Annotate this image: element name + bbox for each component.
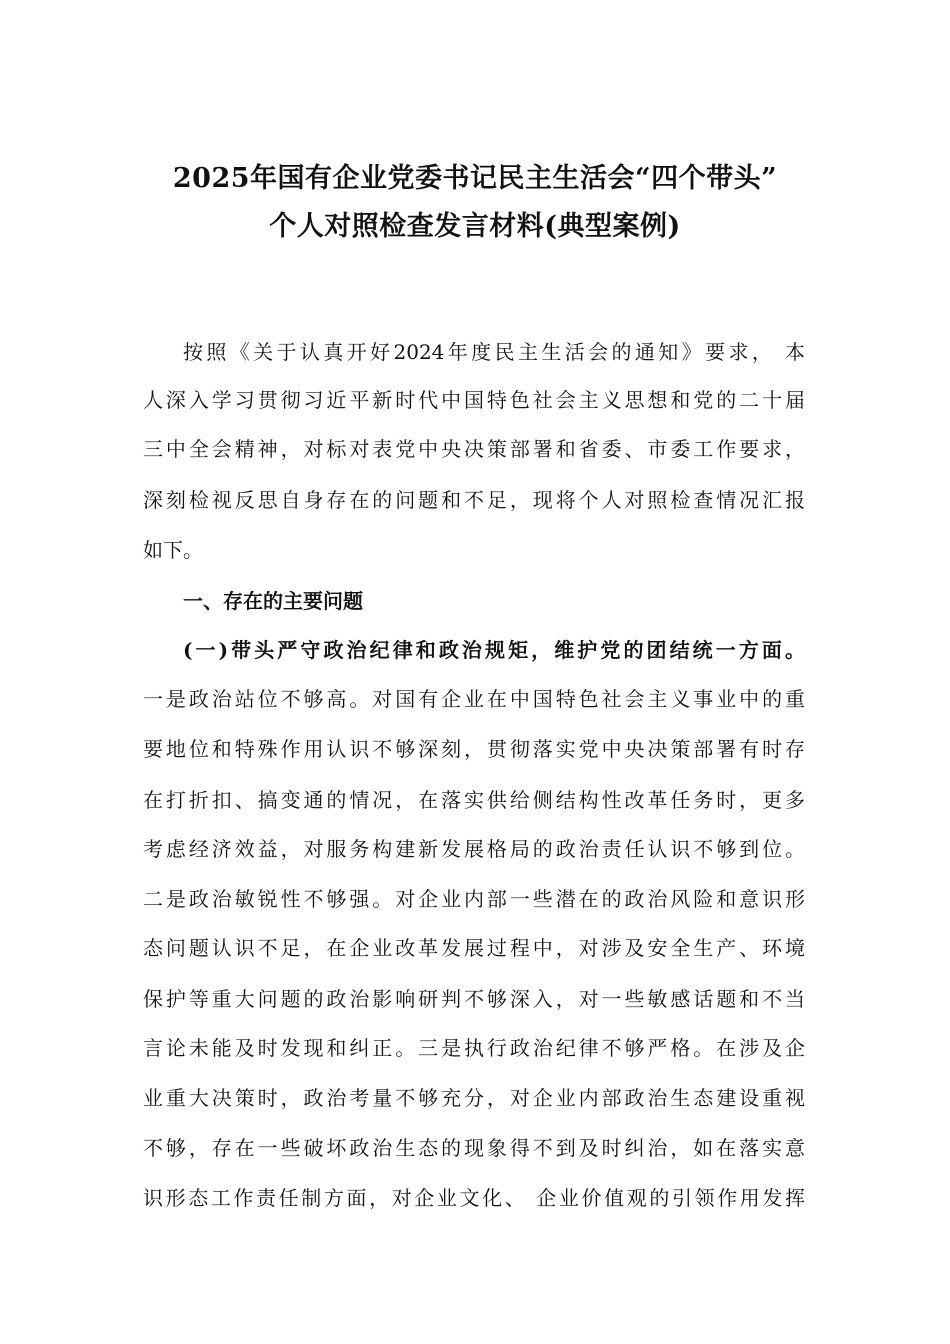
document-title-line-1: 2025年国有企业党委书记民主生活会“四个带头” <box>172 163 778 194</box>
body-line: 保护等重大问题的政治影响研判不够深入，对一些敏感话题和不当 <box>143 987 805 1011</box>
body-line: 要地位和特殊作用认识不够深刻，贯彻落实党中央决策部署有时存 <box>143 737 805 761</box>
intro-line: 按照《关于认真开好2024年度民主生活会的通知》要求， 本 <box>183 340 805 364</box>
body-line: 不够，存在一些破坏政治生态的现象得不到及时纠治，如在落实意 <box>143 1136 805 1160</box>
intro-line: 深刻检视反思自身存在的问题和不足，现将个人对照检查情况汇报 <box>143 488 805 512</box>
intro-line: 三中全会精神，对标对表党中央决策部署和省委、市委工作要求， <box>143 437 805 461</box>
intro-line: 如下。 <box>143 538 203 562</box>
body-line: 在打折扣、搞变通的情况，在落实供给侧结构性改革任务时，更多 <box>143 788 805 812</box>
document-title-line-2: 个人对照检查发言材料(典型案例) <box>269 211 681 242</box>
intro-line: 人深入学习贯彻习近平新时代中国特色社会主义思想和党的二十届 <box>143 388 805 412</box>
body-line: 考虑经济效益，对服务构建新发展格局的政治责任认识不够到位。 <box>143 837 805 861</box>
body-line: 言论未能及时发现和纠正。三是执行政治纪律不够严格。在涉及企 <box>143 1036 805 1060</box>
subsection-heading: (一)带头严守政治纪律和政治规矩，维护党的团结统一方面。 <box>183 638 805 662</box>
body-line: 二是政治敏锐性不够强。对企业内部一些潜在的政治风险和意识形 <box>143 887 805 911</box>
section-heading: 一、存在的主要问题 <box>183 589 363 613</box>
body-line: 识形态工作责任制方面，对企业文化、 企业价值观的引领作用发挥 <box>143 1186 805 1210</box>
body-line: 态问题认识不足，在企业改革发展过程中，对涉及安全生产、环境 <box>143 936 805 960</box>
body-line: 业重大决策时，政治考量不够充分，对企业内部政治生态建设重视 <box>143 1086 805 1110</box>
body-line: 一是政治站位不够高。对国有企业在中国特色社会主义事业中的重 <box>143 687 805 711</box>
